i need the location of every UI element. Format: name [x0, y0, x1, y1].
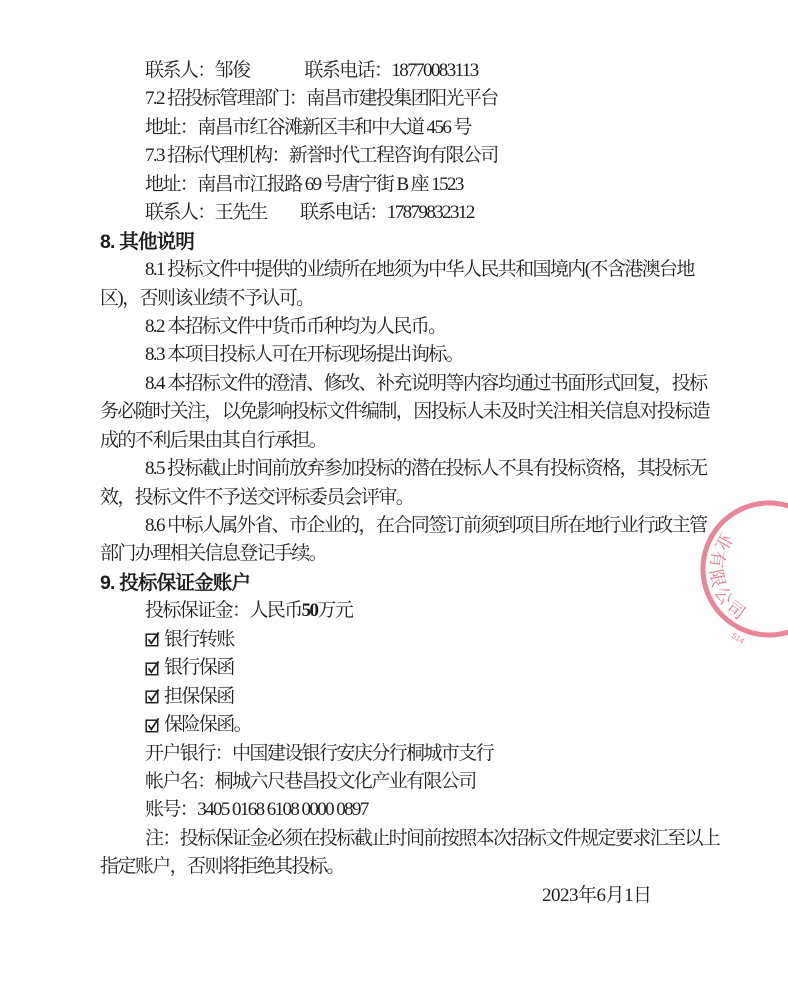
checkbox-bank-transfer — [100, 626, 740, 654]
document-content — [100, 57, 740, 910]
text-segment: 50 — [301, 600, 318, 622]
section-8-heading: 8. 其他说明 — [100, 230, 195, 253]
checkbox-bank-guarantee — [100, 654, 740, 682]
checkbox-label: 担保保函 — [164, 685, 234, 707]
checkbox-insurance-guarantee — [100, 711, 740, 739]
document-date: 2023年6月1日 — [542, 884, 652, 906]
checkbox-checked-icon — [145, 717, 161, 733]
note-line-cont: 指定账户，否则将拒绝其投标。 — [100, 856, 344, 878]
checkbox-checked-icon — [145, 660, 161, 676]
checkbox-label: 银行保函 — [164, 657, 234, 679]
checkbox-surety-guarantee — [100, 683, 740, 711]
account-name-line: 帐户名：桐城六尺巷昌投文化产业有限公司 — [145, 770, 476, 792]
checkbox-checked-icon — [145, 631, 161, 647]
checkbox-label: 银行转账 — [164, 628, 234, 650]
clause-8-1: 8.1 投标文件中提供的业绩所在地须为中华人民共和国境内(不含港澳台地 — [145, 259, 694, 281]
text-segment: 万元 — [317, 600, 353, 622]
clause-8-6: 8.6 中标人属外省、市企业的，在合同签订前须到项目所在地行业行政主管 — [145, 515, 707, 536]
checkbox-checked-icon — [145, 688, 161, 704]
clause-8-1-cont: 区)，否则该业绩不予认可。 — [100, 287, 314, 309]
clause-8-5-cont: 效，投标文件不予送交评标委员会评审。 — [100, 486, 414, 508]
text-segment: 联系人：王先生 — [145, 202, 267, 224]
clause-8-6-cont: 部门办理相关信息登记手续。 — [100, 543, 327, 565]
account-number-line: 账号：3405 0168 6108 0000 0897 — [145, 799, 368, 821]
contact-person-line-7-1 — [100, 57, 740, 85]
contact-person-line-7-3 — [100, 199, 740, 227]
clause-8-4: 8.4 本招标文件的澄清、修改、补充说明等内容均通过书面形式回复，投标 — [145, 372, 707, 394]
seal-arc-text: 业有限公司 — [705, 529, 752, 626]
text-segment: 联系电话：18770083113 — [304, 60, 478, 81]
bank-name-line: 开户银行：中国建设银行安庆分行桐城市支行 — [145, 742, 494, 764]
section-9-heading: 9. 投标保证金账户 — [100, 571, 251, 594]
checkbox-label: 保险保函。 — [164, 714, 252, 736]
clause-8-5: 8.5 投标截止时间前放弃参加投标的潜在投标人不具有投标资格，其投标无 — [145, 458, 707, 480]
clause-8-2: 8.2 本招标文件中货币币种均为人民币。 — [145, 315, 446, 337]
text-segment: 联系电话：17879832312 — [299, 202, 474, 224]
text-segment: 投标保证金：人民币 — [145, 600, 302, 622]
address-line-7-3: 地址：南昌市江报路 69 号唐宁街 B 座 1523 — [145, 173, 463, 195]
clause-8-4-cont-2: 成的不利后果由其自行承担。 — [100, 429, 327, 451]
clause-7-2: 7.2 招投标管理部门：南昌市建投集团阳光平台 — [145, 88, 498, 110]
deposit-amount-line — [100, 597, 740, 625]
seal-number-text: 514 — [729, 631, 747, 646]
address-line-7-2: 地址：南昌市红谷滩新区丰和中大道 456 号 — [145, 116, 471, 138]
clause-8-4-cont-1: 务必随时关注，以免影响投标文件编制，因投标人未及时关注相关信息对投标造 — [100, 401, 710, 423]
text-segment: 联系人：邹俊 — [145, 60, 250, 81]
note-line: 注：投标保证金必须在投标截止时间前按照本次招标文件规定要求汇至以上 — [145, 827, 720, 849]
clause-8-3: 8.3 本项目投标人可在开标现场提出询标。 — [145, 344, 463, 366]
clause-7-3: 7.3 招标代理机构：新誉时代工程咨询有限公司 — [145, 145, 498, 167]
